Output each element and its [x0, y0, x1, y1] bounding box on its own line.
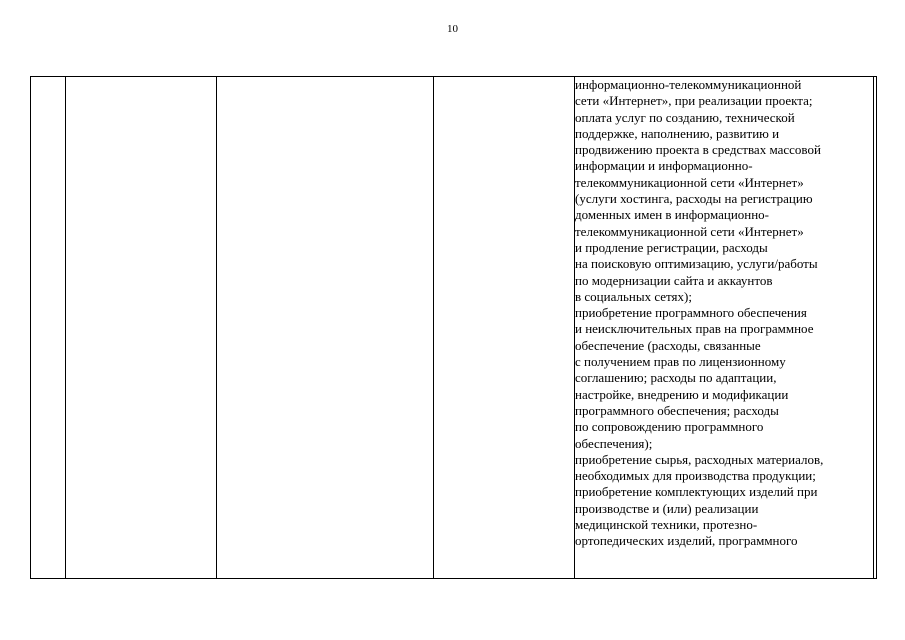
- description-line: настройке, внедрению и модификации: [575, 386, 789, 402]
- description-text: [575, 77, 873, 550]
- description-line: приобретение программного обеспечения: [575, 305, 807, 321]
- description-line: доменных имен в информационно-: [575, 207, 770, 223]
- description-line: на поисковую оптимизацию, услуги/работы: [575, 256, 818, 272]
- description-line: приобретение сырья, расходных материалов,: [575, 451, 824, 467]
- description-line: телекоммуникационной сети «Интернет»: [575, 223, 804, 239]
- description-line: медицинской техники, протезно-: [575, 517, 758, 533]
- description-line: сети «Интернет», при реализации проекта;: [575, 93, 813, 109]
- description-line: обеспечение (расходы, связанные: [575, 337, 761, 353]
- description-line: оплата услуг по созданию, технической: [575, 109, 795, 125]
- description-line: и неисключительных прав на программное: [575, 321, 814, 337]
- description-line: ортопедических изделий, программного: [575, 533, 798, 549]
- table-cell-col-1: [31, 77, 66, 579]
- description-line: необходимых для производства продукции;: [575, 468, 816, 484]
- description-line: информации и информационно-: [575, 158, 753, 174]
- description-line: телекоммуникационной сети «Интернет»: [575, 174, 804, 190]
- page-number: 10: [447, 23, 458, 35]
- document-table: [30, 76, 877, 579]
- description-line: и продление регистрации, расходы: [575, 239, 768, 255]
- description-line: обеспечения);: [575, 435, 653, 451]
- description-line: соглашению; расходы по адаптации,: [575, 370, 777, 386]
- table-cell-col-2: [66, 77, 217, 579]
- description-line: с получением прав по лицензионному: [575, 354, 786, 370]
- table-cell-col-4: [434, 77, 575, 579]
- table-cell-col-3: [217, 77, 434, 579]
- table-cell-description: [575, 77, 874, 579]
- description-line: производстве и (или) реализации: [575, 500, 759, 516]
- description-line: в социальных сетях);: [575, 288, 692, 304]
- description-line: поддержке, наполнению, развитию и: [575, 125, 780, 141]
- description-line: (услуги хостинга, расходы на регистрацию: [575, 191, 813, 207]
- description-line: информационно-телекоммуникационной: [575, 77, 802, 92]
- table-cell-col-6: [874, 77, 877, 579]
- table-row: [31, 77, 877, 579]
- description-line: по модернизации сайта и аккаунтов: [575, 272, 773, 288]
- description-line: приобретение комплектующих изделий при: [575, 484, 818, 500]
- description-line: по сопровождению программного: [575, 419, 764, 435]
- description-line: продвижению проекта в средствах массовой: [575, 142, 821, 158]
- description-line: программного обеспечения; расходы: [575, 402, 779, 418]
